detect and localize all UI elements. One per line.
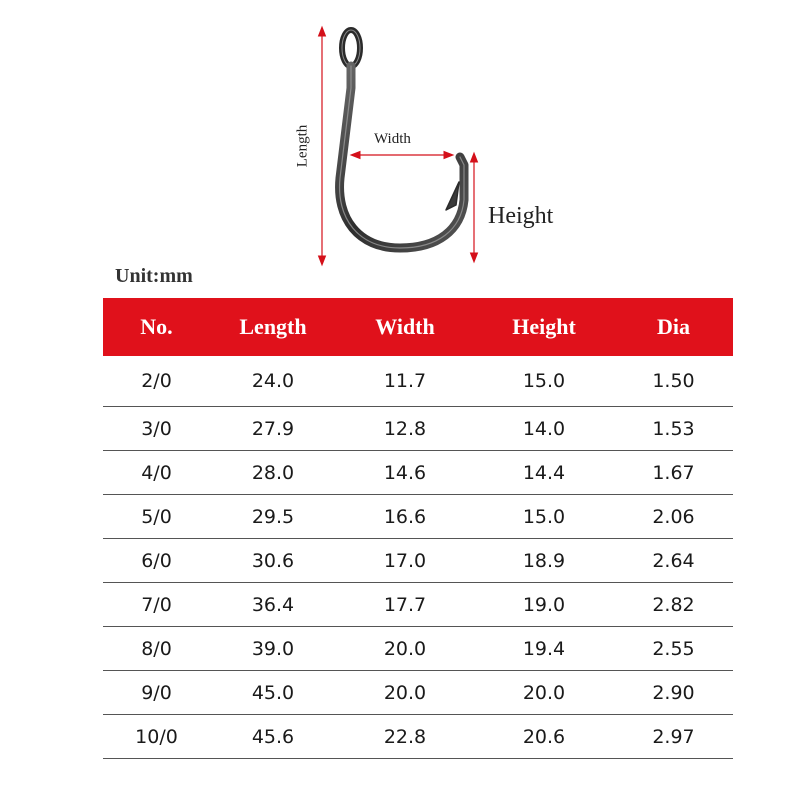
cell-height: 19.0: [474, 583, 614, 627]
cell-dia: 2.97: [614, 715, 733, 759]
cell-height: 19.4: [474, 627, 614, 671]
cell-dia: 1.53: [614, 407, 733, 451]
header-height: Height: [474, 298, 614, 356]
length-label: Length: [294, 124, 311, 168]
header-dia: Dia: [614, 298, 733, 356]
cell-width: 17.7: [336, 583, 474, 627]
cell-no: 4/0: [103, 451, 210, 495]
cell-dia: 1.67: [614, 451, 733, 495]
cell-width: 20.0: [336, 627, 474, 671]
hook-size-table: [103, 298, 733, 759]
cell-width: 14.6: [336, 451, 474, 495]
cell-length: 36.4: [210, 583, 336, 627]
table-row: [103, 356, 733, 407]
cell-height: 20.6: [474, 715, 614, 759]
table-row: [103, 583, 733, 627]
table-row: [103, 495, 733, 539]
unit-label: Unit:mm: [115, 265, 193, 287]
cell-dia: 2.06: [614, 495, 733, 539]
table-row: [103, 627, 733, 671]
table-row: [103, 539, 733, 583]
table-row: [103, 715, 733, 759]
cell-dia: 2.82: [614, 583, 733, 627]
cell-width: 17.0: [336, 539, 474, 583]
cell-height: 15.0: [474, 356, 614, 407]
table-body: [103, 356, 733, 759]
cell-length: 39.0: [210, 627, 336, 671]
cell-height: 14.0: [474, 407, 614, 451]
width-arrow: [351, 152, 453, 159]
width-label: Width: [374, 131, 411, 147]
cell-height: 15.0: [474, 495, 614, 539]
cell-dia: 2.90: [614, 671, 733, 715]
cell-length: 24.0: [210, 356, 336, 407]
cell-width: 16.6: [336, 495, 474, 539]
table-header: [103, 298, 733, 356]
cell-no: 6/0: [103, 539, 210, 583]
cell-length: 28.0: [210, 451, 336, 495]
header-length: Length: [210, 298, 336, 356]
cell-no: 2/0: [103, 356, 210, 407]
cell-no: 9/0: [103, 671, 210, 715]
cell-no: 10/0: [103, 715, 210, 759]
cell-length: 45.0: [210, 671, 336, 715]
cell-no: 7/0: [103, 583, 210, 627]
cell-height: 14.4: [474, 451, 614, 495]
cell-length: 27.9: [210, 407, 336, 451]
cell-height: 18.9: [474, 539, 614, 583]
cell-dia: 2.64: [614, 539, 733, 583]
hook-diagram: [0, 0, 800, 270]
header-no: No.: [103, 298, 210, 356]
table-row: [103, 671, 733, 715]
header-width: Width: [336, 298, 474, 356]
cell-no: 3/0: [103, 407, 210, 451]
cell-width: 22.8: [336, 715, 474, 759]
hook-eye: [342, 30, 360, 66]
height-arrow: [471, 153, 478, 262]
length-arrow: [319, 27, 326, 265]
height-label: Height: [488, 203, 554, 229]
cell-dia: 2.55: [614, 627, 733, 671]
cell-width: 12.8: [336, 407, 474, 451]
cell-no: 8/0: [103, 627, 210, 671]
cell-length: 30.6: [210, 539, 336, 583]
cell-height: 20.0: [474, 671, 614, 715]
table-row: [103, 451, 733, 495]
cell-no: 5/0: [103, 495, 210, 539]
cell-width: 11.7: [336, 356, 474, 407]
cell-dia: 1.50: [614, 356, 733, 407]
cell-width: 20.0: [336, 671, 474, 715]
cell-length: 29.5: [210, 495, 336, 539]
table-row: [103, 407, 733, 451]
cell-length: 45.6: [210, 715, 336, 759]
header-row: [103, 298, 733, 356]
